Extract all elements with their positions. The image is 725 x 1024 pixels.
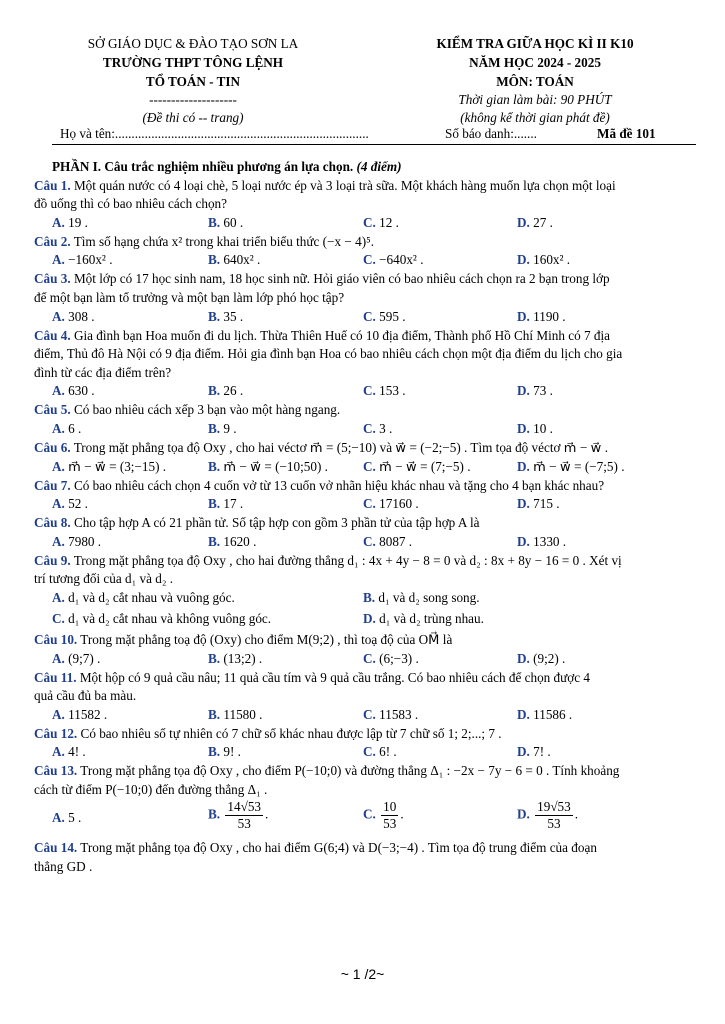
option-label: D. <box>517 383 530 399</box>
subject: MÔN: TOÁN <box>496 74 574 89</box>
question-label: Câu 13. <box>34 763 78 779</box>
exam-code: Mã đề 101 <box>597 126 656 141</box>
option-label: A. <box>52 496 65 512</box>
answer-option: C. $\frac{10}{53}$ . <box>363 799 404 832</box>
option-label: A. <box>52 533 65 549</box>
department-name: SỞ GIÁO DỤC & ĐÀO TẠO SƠN LA <box>87 36 299 51</box>
answer-option: C. 12 . <box>363 214 399 230</box>
answer-option: D. m⃗ − w⃗ = (−7;5) . <box>517 458 625 474</box>
question-label: Câu 10. <box>34 631 78 647</box>
exam-header <box>0 0 725 150</box>
group-name: TỔ TOÁN - TIN <box>145 74 241 89</box>
option-label: C. <box>52 610 65 626</box>
part1-points: (4 điểm) <box>356 159 402 174</box>
question-14 <box>34 839 690 876</box>
fraction-denominator: 53 <box>237 816 251 832</box>
option-label: A. <box>52 252 65 268</box>
exam-content <box>34 158 690 877</box>
question-text-line: Câu 8. Cho tập hợp A có 21 phần tử. Số tập hợp con gồm 3 phần tử của tập hợp A là <box>34 515 480 531</box>
options-row <box>34 420 690 439</box>
answer-option: D. 73 . <box>517 383 553 399</box>
school-year: NĂM HỌC 2024 - 2025 <box>469 55 601 70</box>
options-row <box>34 458 690 477</box>
option-label: C. <box>363 807 376 822</box>
answer-option: B. d₁ và d₂ song song. <box>363 589 480 605</box>
question-6 <box>34 439 690 477</box>
option-label: B. <box>208 533 221 549</box>
options-row <box>34 650 690 669</box>
option-label: D. <box>517 706 530 722</box>
option-label: B. <box>208 458 221 474</box>
answer-option: D. d₁ và d₂ trùng nhau. <box>363 610 484 626</box>
options-row <box>34 533 690 552</box>
option-label: B. <box>363 589 376 605</box>
fraction-numerator: 10 <box>383 799 397 815</box>
answer-option: B. 9! . <box>208 744 241 760</box>
question-text-line: Câu 2. Tìm số hạng chứa x² trong khai triển biểu thức (−x − 4)⁵. <box>34 233 375 249</box>
question-label: Câu 12. <box>34 725 78 741</box>
question-3 <box>34 270 690 326</box>
answer-option: D. 10 . <box>517 420 553 436</box>
options-row <box>34 589 690 610</box>
question-label: Câu 6. <box>34 439 71 455</box>
answer-option: D. $\frac{19√53}{53}$ . <box>517 799 579 832</box>
question-text-line: Câu 5. Có bao nhiêu cách xếp 3 bạn vào một hàng ngang. <box>34 402 341 418</box>
option-label: D. <box>517 807 530 822</box>
option-label: C. <box>363 383 376 399</box>
option-label: C. <box>363 252 376 268</box>
answer-option: B. 1620 . <box>208 533 257 549</box>
answer-option: C. 11583 . <box>363 706 419 722</box>
option-label: C. <box>363 496 376 512</box>
answer-option: A. 630 . <box>52 383 95 399</box>
option-label: B. <box>208 807 221 822</box>
question-9 <box>34 552 690 631</box>
option-label: C. <box>363 420 376 436</box>
answer-option: A. d₁ và d₂ cắt nhau và vuông góc. <box>52 589 235 605</box>
option-label: B. <box>208 308 221 324</box>
option-label: A. <box>52 589 65 605</box>
option-label: A. <box>52 650 65 666</box>
question-text-line: Câu 6. Trong mặt phẳng tọa độ Oxy , cho hai véctơ m⃗ = (5;−10) và w⃗ = (−2;−5) . Tìm tọa độ véctơ m⃗ − w⃗ . <box>34 439 609 455</box>
answer-option: D. 11586 . <box>517 706 573 722</box>
question-4 <box>34 327 690 402</box>
fraction-numerator: 19√53 <box>537 799 571 815</box>
question-label: Câu 14. <box>34 840 78 856</box>
question-13 <box>34 762 690 839</box>
page-footer: ~ 1 /2~ <box>340 966 385 982</box>
question-label: Câu 7. <box>34 477 71 493</box>
answer-option: C. 3 . <box>363 420 393 436</box>
question-label: Câu 9. <box>34 552 71 568</box>
option-label: D. <box>517 650 530 666</box>
option-label: C. <box>363 458 376 474</box>
question-text-line: Câu 10. Trong mặt phẳng toạ độ (Oxy) cho điểm M(9;2) , thì toạ độ của OM⃗ là <box>34 631 453 647</box>
answer-option: D. 1190 . <box>517 308 566 324</box>
options-row <box>34 382 690 401</box>
question-text-line: Câu 13. Trong mặt phẳng tọa độ Oxy , cho điểm P(−10;0) và đường thẳng Δ₁ : −2x − 7y − 6 = 0 . Tính khoảng <box>34 763 620 779</box>
option-label: D. <box>517 214 530 230</box>
question-text-line: thẳng GD . <box>34 859 93 875</box>
time-limit: Thời gian làm bài: 90 PHÚT <box>458 92 612 107</box>
answer-option: D. 7! . <box>517 744 551 760</box>
question-label: Câu 1. <box>34 177 71 193</box>
option-label: B. <box>208 706 221 722</box>
question-text-line: Câu 4. Gia đình bạn Hoa muốn đi du lịch. Thừa Thiên Huế có 10 địa điểm, Thành phố Hồ Chí Minh có 7 địa <box>34 327 610 343</box>
question-5 <box>34 401 690 439</box>
option-label: C. <box>363 533 376 549</box>
option-label: D. <box>517 252 530 268</box>
exam-title: KIỂM TRA GIỮA HỌC KÌ II K10 <box>436 36 634 51</box>
option-label: D. <box>517 458 530 474</box>
question-text-line: cách từ điểm P(−10;0) đến đường thẳng Δ₁ . <box>34 781 268 797</box>
options-row <box>34 743 690 762</box>
answer-option: B. $\frac{14√53}{53}$ . <box>208 799 269 832</box>
answer-option: A. 6 . <box>52 420 82 436</box>
option-label: C. <box>363 744 376 760</box>
answer-option: B. 26 . <box>208 383 244 399</box>
question-text-line: Câu 9. Trong mặt phẳng tọa độ Oxy , cho hai đường thẳng d₁ : 4x + 4y − 8 = 0 và d₂ : 8x + 8y − 16 = 0 . Xét vị <box>34 552 622 568</box>
answer-option: B. 35 . <box>208 308 244 324</box>
answer-option: D. 160x² . <box>517 252 571 268</box>
fraction-numerator: 14√53 <box>227 799 262 815</box>
answer-option: D. 715 . <box>517 496 560 512</box>
part1-heading <box>34 158 690 177</box>
options-row <box>34 308 690 327</box>
options-row <box>34 610 690 631</box>
fraction <box>535 799 573 832</box>
answer-option: A. −160x² . <box>52 252 113 268</box>
question-text-line: Câu 3. Một lớp có 17 học sinh nam, 18 học sinh nữ. Hỏi giáo viên có bao nhiêu cách chọn ra 2 bạn trong lớp <box>34 271 610 287</box>
option-label: A. <box>52 458 65 474</box>
name-field: Họ và tên:............................................................................. <box>60 126 369 141</box>
question-label: Câu 8. <box>34 515 71 531</box>
option-label: D. <box>363 610 376 626</box>
question-label: Câu 2. <box>34 233 71 249</box>
option-label: C. <box>363 650 376 666</box>
option-label: A. <box>52 420 65 436</box>
answer-option: B. 9 . <box>208 420 237 436</box>
question-12 <box>34 725 690 763</box>
question-list <box>34 177 690 877</box>
options-row <box>34 214 690 233</box>
question-text-line: Câu 14. Trong mặt phẳng tọa độ Oxy , cho hai điểm G(6;4) và D(−3;−4) . Tìm tọa độ trung điểm của đoạn <box>34 840 597 856</box>
part1-title: PHẦN I. Câu trắc nghiệm nhiều phương án lựa chọn. <box>52 159 354 174</box>
answer-option: A. 4! . <box>52 744 86 760</box>
answer-option: A. 7980 . <box>52 533 102 549</box>
answer-option: B. (13;2) . <box>208 650 263 666</box>
option-label: D. <box>517 744 530 760</box>
option-label: A. <box>52 383 65 399</box>
question-text-line: quả cầu đủ ba màu. <box>34 688 137 704</box>
page-count-note: (Đề thi có -- trang) <box>142 110 244 125</box>
option-label: A. <box>52 706 65 722</box>
question-label: Câu 3. <box>34 271 71 287</box>
answer-option: C. 595 . <box>363 308 406 324</box>
answer-option: A. 19 . <box>52 214 88 230</box>
fraction <box>225 799 263 832</box>
answer-option: C. d₁ và d₂ cắt nhau và không vuông góc. <box>52 610 272 626</box>
header-dashes: -------------------- <box>149 92 237 107</box>
question-text-line: đình từ các địa điểm trên? <box>34 364 172 380</box>
options-row <box>34 251 690 270</box>
time-note: (không kể thời gian phát đề) <box>460 110 610 125</box>
option-label: B. <box>208 252 221 268</box>
answer-option: C. m⃗ − w⃗ = (7;−5) . <box>363 458 471 474</box>
answer-option: C. −640x² . <box>363 252 424 268</box>
fraction-denominator: 53 <box>547 816 561 832</box>
question-text-line: Câu 11. Một hộp có 9 quả cầu nâu; 11 quả cầu tím và 9 quả cầu trắng. Có bao nhiêu cách để chọn được 4 <box>34 669 591 685</box>
option-label: C. <box>363 706 376 722</box>
option-label: A. <box>52 810 65 826</box>
options-row <box>34 495 690 514</box>
answer-option: A. (9;7) . <box>52 650 101 666</box>
answer-option: C. 153 . <box>363 383 406 399</box>
question-1 <box>34 177 690 233</box>
question-label: Câu 5. <box>34 402 71 418</box>
answer-option: D. 27 . <box>517 214 553 230</box>
question-label: Câu 11. <box>34 669 77 685</box>
school-name: TRƯỜNG THPT TÔNG LỆNH <box>102 55 284 70</box>
question-2 <box>34 233 690 271</box>
option-label: B. <box>208 650 221 666</box>
option-label: A. <box>52 214 65 230</box>
question-text-line: để một bạn làm tổ trưởng và một bạn làm lớp phó học tập? <box>34 289 345 305</box>
answer-option: A. 11582 . <box>52 706 108 722</box>
fraction <box>381 799 398 832</box>
answer-option: A. 52 . <box>52 496 88 512</box>
fraction-denominator: 53 <box>383 816 397 832</box>
answer-option: C. (6;−3) . <box>363 650 419 666</box>
option-label: D. <box>517 496 530 512</box>
header-divider <box>52 144 696 145</box>
option-label: A. <box>52 744 65 760</box>
answer-option: D. (9;2) . <box>517 650 566 666</box>
answer-option: C. 17160 . <box>363 496 419 512</box>
answer-option: B. 11580 . <box>208 706 263 722</box>
question-text-line: điểm, Thủ đô Hà Nội có 9 địa điểm. Hỏi gia đình bạn Hoa có bao nhiêu cách chọn một địa điểm du lịch cho gia <box>34 346 623 362</box>
question-text-line: Câu 12. Có bao nhiêu số tự nhiên có 7 chữ số khác nhau được lập từ 7 chữ số 1; 2;...; 7 . <box>34 725 502 741</box>
answer-option: C. 6! . <box>363 744 397 760</box>
question-7 <box>34 477 690 515</box>
question-text-line: trí tương đối của d₁ và d₂ . <box>34 571 174 587</box>
option-label: A. <box>52 308 65 324</box>
option-label: B. <box>208 496 221 512</box>
answer-option: A. 5 . <box>52 810 82 826</box>
option-label: D. <box>517 420 530 436</box>
question-11 <box>34 669 690 725</box>
question-10 <box>34 631 690 669</box>
options-row <box>34 799 690 839</box>
question-text-line: Câu 1. Một quán nước có 4 loại chè, 5 loại nước ép và 3 loại trà sữa. Một khách hàng muốn lựa chọn một loại <box>34 177 616 193</box>
answer-option: D. 1330 . <box>517 533 567 549</box>
option-label: B. <box>208 383 221 399</box>
option-label: B. <box>208 744 221 760</box>
option-label: B. <box>208 214 221 230</box>
answer-option: A. m⃗ − w⃗ = (3;−15) . <box>52 458 167 474</box>
answer-option: A. 308 . <box>52 308 95 324</box>
answer-option: B. 640x² . <box>208 252 261 268</box>
candidate-number-field: Số báo danh:....... <box>445 126 537 141</box>
answer-option: B. m⃗ − w⃗ = (−10;50) . <box>208 458 328 474</box>
option-label: B. <box>208 420 221 436</box>
question-text-line: đồ uống thì có bao nhiêu cách chọn? <box>34 196 227 212</box>
answer-option: B. 17 . <box>208 496 244 512</box>
option-label: C. <box>363 214 376 230</box>
option-label: D. <box>517 308 530 324</box>
answer-option: B. 60 . <box>208 214 244 230</box>
question-label: Câu 4. <box>34 327 71 343</box>
answer-option: C. 8087 . <box>363 533 413 549</box>
question-8 <box>34 514 690 552</box>
option-label: C. <box>363 308 376 324</box>
options-row <box>34 706 690 725</box>
question-text-line: Câu 7. Có bao nhiêu cách chọn 4 cuốn vở từ 13 cuốn vở nhãn hiệu khác nhau và tặng cho 4 bạn khác nhau? <box>34 477 605 493</box>
option-label: D. <box>517 533 530 549</box>
